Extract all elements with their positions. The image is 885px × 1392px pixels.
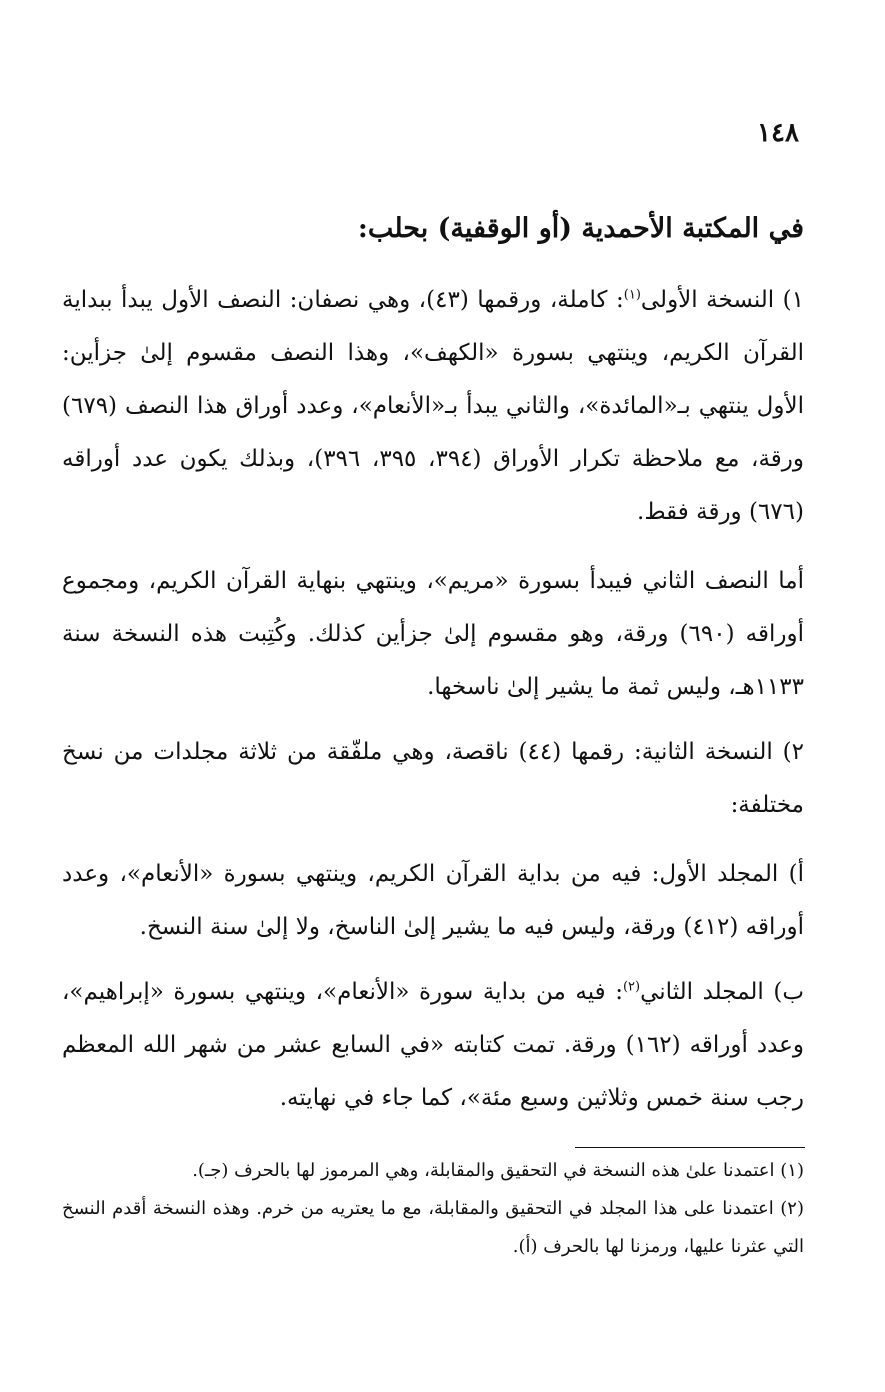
paragraph-first-copy: [62, 274, 804, 539]
paragraph-second-half: أما النصف الثاني فيبدأ بسورة «مريم»، وينتهي بنهاية القرآن الكريم، ومجموع أوراقه (٦٩٠) ورقة، وهو مقسوم إلىٰ جزأين كذلك. وكُتِبت هذه النسخة سنة ١١٣٣هـ، وليس ثمة ما يشير إلىٰ ناسخها.: [62, 568, 804, 700]
paragraph-volume-one: أ) المجلد الأول: فيه من بداية القرآن الكريم، وينتهي بسورة «الأنعام»، وعدد أوراقه (٤١٢) ورقة، وليس فيه ما يشير إلىٰ الناسخ، ولا إلىٰ سنة النسخ.: [62, 861, 804, 940]
page-number: ١٤٨: [757, 118, 799, 148]
main-text: [62, 200, 804, 1137]
footnote-2: (٢) اعتمدنا على هذا المجلد في التحقيق والمقابلة، مع ما يعتريه من خرم. وهذه النسخة أقدم النسخ التي عثرنا عليها، ورمزنا لها بالحرف (أ).: [62, 1198, 804, 1257]
section-heading: في المكتبة الأحمدية (أو الوقفية) بحلب:: [357, 213, 804, 244]
paragraph-text: : كاملة، ورقمها (٤٣)، وهي نصفان: النصف الأول يبدأ ببداية القرآن الكريم، وينتهي بسورة «الكهف»، وهذا النصف مقسوم إلىٰ جزأين: الأول ينتهي بـ«المائدة»، والثاني يبدأ بـ«الأنعام»، وعدد أوراق هذا النصف (٦٧٩) ورقة، مع ملاحظة تكرار الأوراق (٣٩٤، ٣٩٥، ٣٩٦)، وبذلك يكون عدد أوراقه (٦٧٦) ورقة فقط.: [62, 287, 804, 525]
footnote-1: (١) اعتمدنا علىٰ هذه النسخة في التحقيق والمقابلة، وهي المرموز لها بالحرف (جـ).: [192, 1160, 804, 1181]
footnote-ref-2[interactable]: (٢): [622, 979, 641, 995]
paragraph-text: ب) المجلد الثاني: [640, 979, 804, 1005]
paragraph-second-copy: ٢) النسخة الثانية: رقمها (٤٤) ناقصة، وهي ملفّقة من ثلاثة مجلدات من نسخ مختلفة:: [62, 739, 804, 818]
paragraph-text: : فيه من بداية سورة «الأنعام»، وينتهي بسورة «إبراهيم»، وعدد أوراقه (١٦٢) ورقة. تمت كتابته «في السابع عشر من شهر الله المعظم رجب سنة خمس وثلاثين وسبع مئة»، كما جاء في نهايته.: [62, 979, 804, 1111]
footnotes: [62, 1152, 804, 1266]
footnote-ref-1[interactable]: (١): [623, 287, 641, 303]
footnote-divider: [575, 1147, 805, 1148]
paragraph-text: ١) النسخة الأولى: [640, 287, 805, 313]
paragraph-volume-two: [62, 966, 804, 1125]
